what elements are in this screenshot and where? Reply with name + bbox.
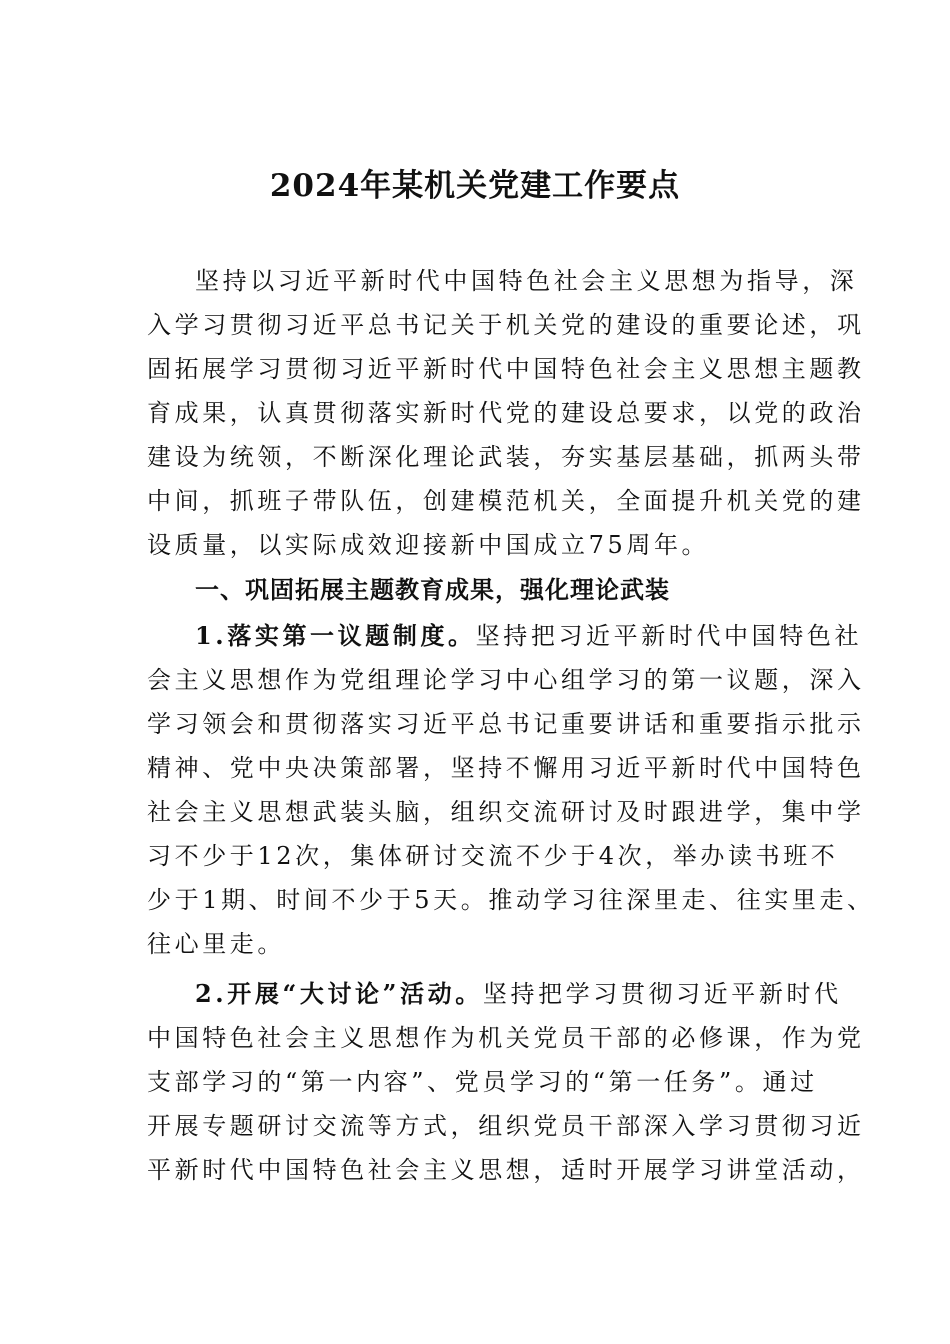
intro-line: 入学习贯彻习近平总书记关于机关党的建设的重要论述，巩 — [147, 311, 865, 339]
item2-line: 平新时代中国特色社会主义思想，适时开展学习讲堂活动， — [147, 1156, 865, 1184]
item2-first-rest: 坚持把学习贯彻习近平新时代 — [482, 980, 842, 1008]
section-heading: 一、巩固拓展主题教育成果，强化理论武装 — [195, 575, 670, 604]
intro-line: 建设为统领，不断深化理论武装，夯实基层基础，抓两头带 — [147, 443, 865, 471]
item2-line: 开展专题研讨交流等方式，组织党员干部深入学习贯彻习近 — [147, 1112, 865, 1140]
intro-line: 中间，抓班子带队伍，创建模范机关，全面提升机关党的建 — [147, 487, 865, 515]
item1-lead: 1.落实第一议题制度。 — [195, 621, 476, 650]
item2-first-line — [195, 972, 842, 1016]
item1-line: 会主义思想作为党组理论学习中心组学习的第一议题，深入 — [147, 666, 865, 694]
intro-line: 设质量，以实际成效迎接新中国成立75周年。 — [147, 531, 710, 559]
item1-line: 精神、党中央决策部署，坚持不懈用习近平新时代中国特色 — [147, 754, 865, 782]
document-title: 2024年某机关党建工作要点 — [269, 168, 681, 204]
item1-line: 社会主义思想武装头脑，组织交流研讨及时跟进学，集中学 — [147, 798, 865, 826]
item1-first-rest: 坚持把习近平新时代中国特色社 — [475, 622, 863, 650]
intro-line: 固拓展学习贯彻习近平新时代中国特色社会主义思想主题教 — [147, 355, 865, 383]
item1-first-line — [195, 614, 862, 658]
item1-line: 习不少于12次，集体研讨交流不少于4次，举办读书班不 — [147, 842, 839, 870]
item1-line: 往心里走。 — [147, 930, 285, 958]
item2-lead: 2.开展“大讨论”活动。 — [195, 979, 483, 1008]
item2-line: 支部学习的“第一内容”、党员学习的“第一任务”。通过 — [147, 1068, 818, 1096]
item2-line: 中国特色社会主义思想作为机关党员干部的必修课，作为党 — [147, 1024, 865, 1052]
item1-line: 少于1期、时间不少于5天。推动学习往深里走、往实里走、 — [147, 886, 875, 914]
intro-line: 坚持以习近平新时代中国特色社会主义思想为指导，深 — [195, 267, 858, 295]
intro-line: 育成果，认真贯彻落实新时代党的建设总要求，以党的政治 — [147, 399, 865, 427]
item1-line: 学习领会和贯彻落实习近平总书记重要讲话和重要指示批示 — [147, 710, 865, 738]
